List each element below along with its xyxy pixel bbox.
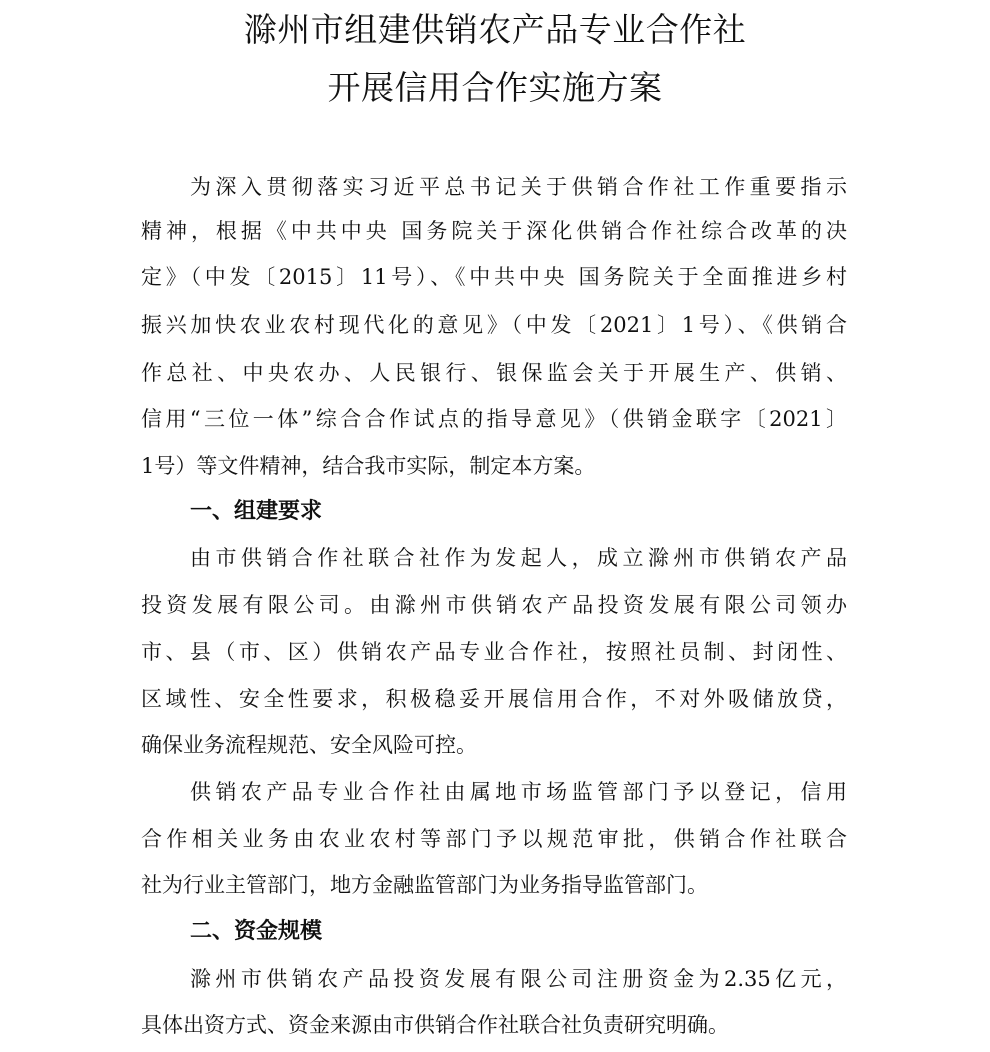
intro-line: 定》（中发〔2015〕11号）、《中共中央 国务院关于全面推进乡村 bbox=[141, 265, 847, 289]
document-title-line-1: 滁州市组建供销农产品专业合作社 bbox=[243, 10, 747, 49]
body-line: 合作相关业务由农业农村等部门予以规范审批，供销合作社联合 bbox=[141, 827, 847, 851]
body-line: 区域性、安全性要求，积极稳妥开展信用合作，不对外吸储放贷， bbox=[141, 687, 847, 711]
body-line: 由市供销合作社联合社作为发起人，成立滁州市供销农产品 bbox=[190, 546, 847, 570]
body-line: 市、县（市、区）供销农产品专业合作社，按照社员制、封闭性、 bbox=[141, 640, 847, 664]
intro-line: 作总社、中央农办、人民银行、银保监会关于开展生产、供销、 bbox=[141, 361, 847, 385]
body-line: 确保业务流程规范、安全风险可控。 bbox=[141, 733, 477, 757]
intro-line: 为深入贯彻落实习近平总书记关于供销合作社工作重要指示 bbox=[190, 175, 847, 199]
body-line: 供销农产品专业合作社由属地市场监管部门予以登记，信用 bbox=[190, 780, 847, 804]
body-line: 滁州市供销农产品投资发展有限公司注册资金为2.35亿元， bbox=[190, 967, 847, 991]
document-title-line-2: 开展信用合作实施方案 bbox=[327, 68, 663, 107]
intro-line: 精神，根据《中共中央 国务院关于深化供销合作社综合改革的决 bbox=[141, 219, 847, 243]
body-line: 投资发展有限公司。由滁州市供销农产品投资发展有限公司领办 bbox=[141, 593, 847, 617]
section-heading-2: 二、资金规模 bbox=[190, 919, 323, 944]
body-line: 社为行业主管部门，地方金融监管部门为业务指导监管部门。 bbox=[141, 873, 708, 897]
intro-line: 振兴加快农业农村现代化的意见》（中发〔2021〕1号）、《供销合 bbox=[141, 313, 847, 337]
body-line: 具体出资方式、资金来源由市供销合作社联合社负责研究明确。 bbox=[141, 1013, 729, 1037]
section-heading-1: 一、组建要求 bbox=[190, 499, 323, 524]
intro-line: 信用“三位一体”综合合作试点的指导意见》（供销金联字〔2021〕 bbox=[141, 407, 847, 431]
intro-line: 1号）等文件精神，结合我市实际，制定本方案。 bbox=[141, 454, 596, 478]
